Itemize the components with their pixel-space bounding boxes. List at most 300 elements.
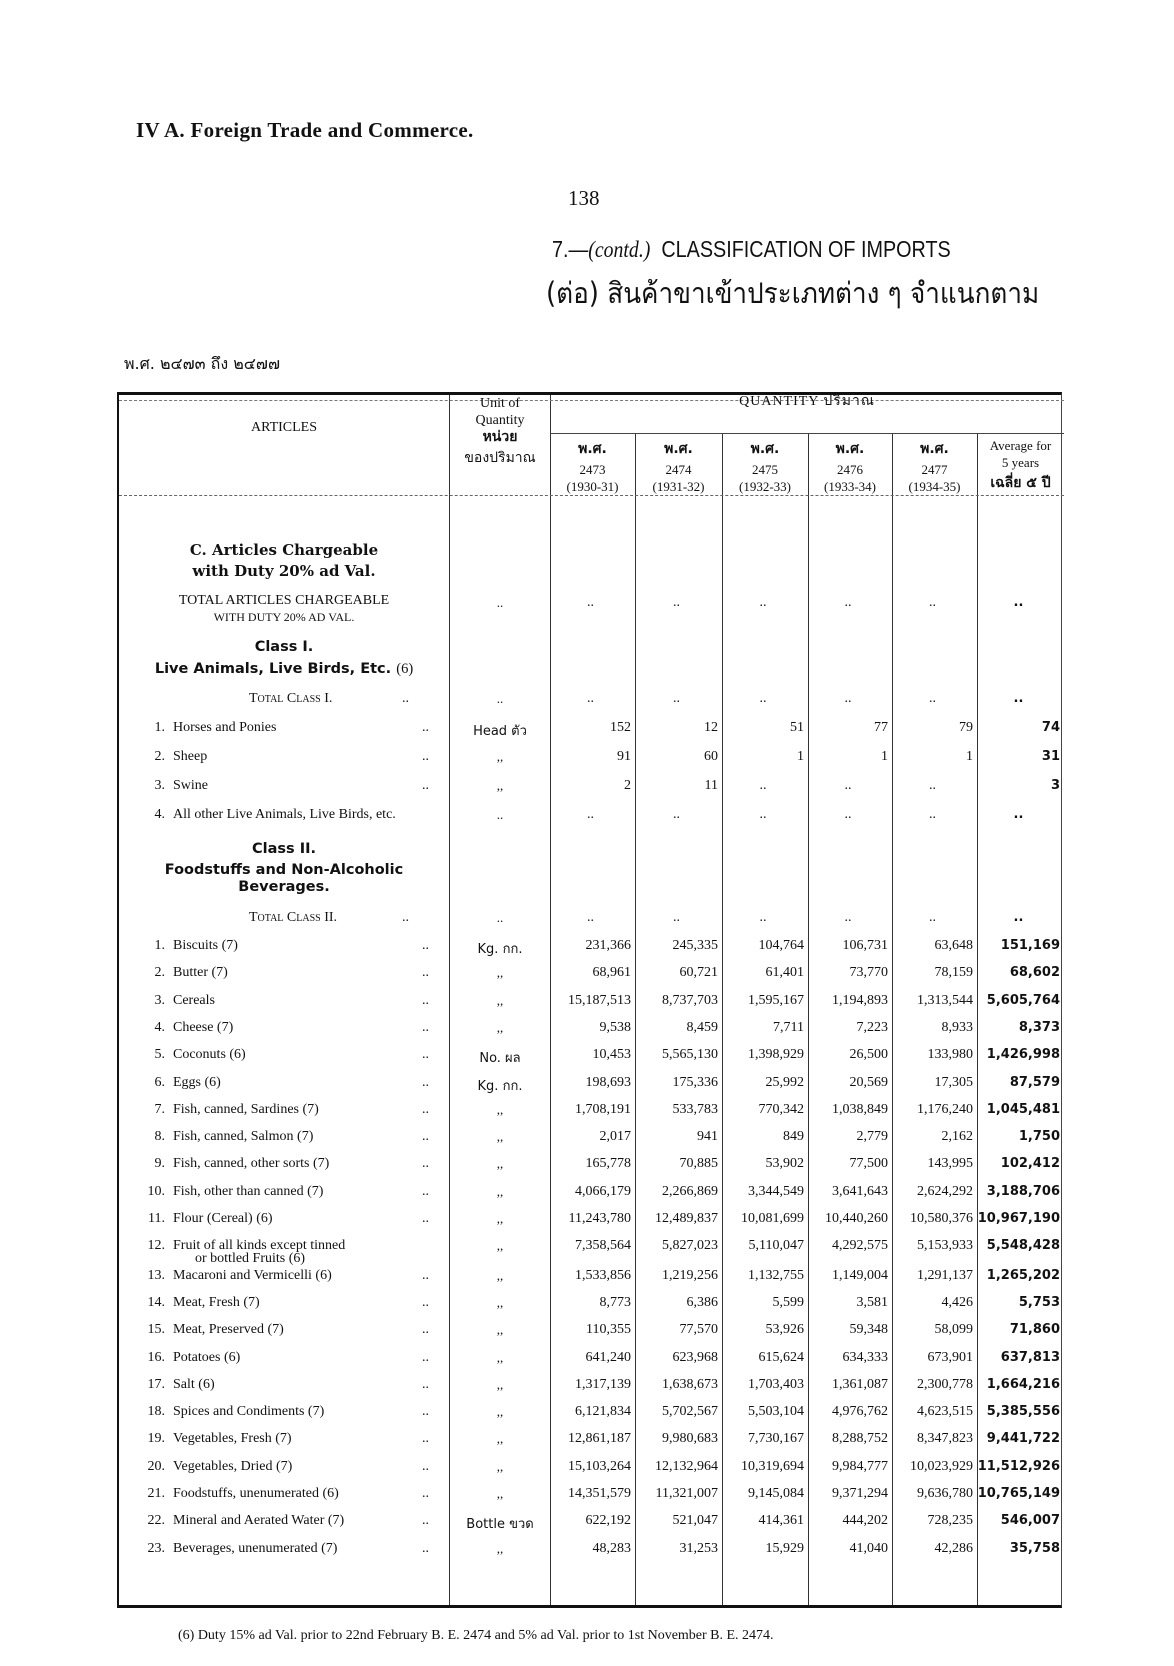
year-value-cell: 152 (610, 720, 631, 735)
class-1-total-label: Total Class I. (249, 691, 333, 706)
year-value-cell: 7,711 (773, 1019, 804, 1035)
year-value-cell: 1,595,167 (748, 992, 804, 1008)
year-ce: (1932-33) (739, 479, 791, 494)
average-cell: 31 (1041, 749, 1060, 764)
article-name (139, 1268, 444, 1284)
year-value-cell: 2,162 (941, 1129, 973, 1145)
class-2-label: Class II. (251, 841, 316, 857)
table-title-en (552, 236, 951, 263)
article-name (139, 807, 444, 823)
year-be: 2477 (921, 462, 948, 477)
article-number: 7. (154, 1101, 165, 1117)
year-value-cell: 9,371,294 (832, 1486, 888, 1501)
class-2-name-1: Foodstuffs and Non-Alcoholic (164, 862, 404, 878)
year-value-cell: 2 (624, 778, 631, 793)
average-cell: 5,753 (1018, 1294, 1060, 1310)
unit-cell: .. (496, 691, 504, 706)
unit-cell: ,, (496, 1211, 504, 1226)
year-value-cell: 51 (790, 720, 804, 735)
article-label: Swine (173, 778, 208, 793)
year-value-cell: .. (844, 595, 852, 610)
year-value-cell: 533,783 (672, 1101, 718, 1117)
year-value-cell: 8,737,703 (662, 992, 718, 1008)
year-value-cell: 10,081,699 (741, 1211, 804, 1226)
article-number: 22. (147, 1513, 165, 1529)
avg-line2: 5 years (1001, 455, 1040, 470)
article-label: Fish, other than canned (7) (173, 1183, 324, 1199)
year-value-cell: 70,885 (679, 1156, 718, 1172)
year-value-cell: 48,283 (592, 1540, 631, 1556)
article-number: 3. (154, 992, 165, 1008)
article-label: Vegetables, Fresh (7) (173, 1431, 292, 1447)
year-be: 2475 (752, 462, 778, 477)
unit-cell: .. (496, 910, 504, 925)
year-value-cell: .. (587, 595, 594, 610)
year-value-cell: 175,336 (672, 1074, 718, 1090)
year-value-cell: 6,386 (686, 1294, 718, 1310)
year-value-cell: 623,968 (672, 1349, 718, 1365)
year-value-cell: 231,366 (585, 938, 631, 953)
article-label: Fish, canned, other sorts (7) (173, 1156, 330, 1172)
year-value-cell: 673,901 (927, 1349, 973, 1365)
table-row (119, 1075, 1064, 1095)
year-value-cell: 5,503,104 (748, 1404, 804, 1420)
article-name (139, 1513, 444, 1529)
year-value-cell: .. (844, 807, 852, 822)
article-label: Horses and Ponies (173, 720, 277, 735)
leader-dots: .. (422, 1294, 429, 1310)
header-year-2477 (892, 441, 977, 495)
year-value-cell: 15,929 (765, 1540, 804, 1556)
article-name (139, 993, 444, 1009)
leader-dots: .. (422, 1431, 429, 1447)
year-value-cell: .. (673, 910, 680, 925)
year-value-cell: 7,223 (856, 1019, 888, 1035)
year-value-cell: 8,933 (941, 1019, 973, 1035)
article-number: 9. (154, 1156, 165, 1172)
article-label: Meat, Fresh (7) (173, 1294, 260, 1310)
year-value-cell: 1,176,240 (917, 1101, 973, 1117)
year-value-cell: 78,159 (934, 965, 973, 981)
year-value-cell: 25,992 (765, 1074, 804, 1090)
table-row (119, 1020, 1064, 1040)
average-cell: 35,758 (1009, 1540, 1060, 1556)
unit-cell: ,, (496, 1101, 504, 1117)
year-value-cell: 1,132,755 (748, 1267, 804, 1283)
table-row (119, 1541, 1064, 1561)
leader-dots: .. (422, 1156, 429, 1172)
table-row (119, 807, 1064, 827)
unit-cell: Kg. กก. (477, 1078, 523, 1094)
unit-cell: ,, (496, 1458, 504, 1474)
year-value-cell: 5,153,933 (917, 1238, 973, 1254)
year-value-cell: 12 (704, 720, 718, 735)
header-quantity (550, 393, 1064, 410)
average-cell: 74 (1041, 720, 1060, 735)
unit-cell: Kg. กก. (477, 942, 523, 957)
unit-cell: ,, (496, 1019, 504, 1035)
year-ce: (1934-35) (908, 479, 961, 494)
average-cell: 3 (1050, 778, 1060, 793)
leader-dots: .. (422, 1267, 429, 1283)
article-name (139, 1541, 444, 1557)
year-value-cell: .. (844, 910, 852, 925)
article-number: 4. (154, 807, 165, 822)
header-unit-line1: Unit of (479, 396, 521, 411)
year-value-cell: 77 (874, 720, 888, 735)
average-cell: 10,967,190 (977, 1211, 1060, 1226)
year-value-cell: 10,023,929 (910, 1458, 973, 1474)
year-value-cell: 198,693 (585, 1074, 631, 1090)
average-cell: .. (1013, 691, 1024, 706)
article-number: 16. (147, 1349, 165, 1365)
year-value-cell: 12,489,837 (655, 1211, 718, 1226)
average-cell: 5,548,428 (986, 1238, 1060, 1254)
year-era: พ.ศ. (750, 441, 780, 457)
leader-dots: .. (422, 1376, 429, 1392)
year-value-cell: 133,980 (927, 1047, 973, 1063)
year-value-cell: 6,121,834 (575, 1404, 631, 1420)
section-c-title-2: with Duty 20% ad Val. (192, 562, 376, 580)
year-value-cell: .. (844, 778, 852, 793)
header-year-2474 (635, 441, 722, 495)
year-value-cell: .. (673, 691, 680, 706)
unit-cell: ,, (496, 1129, 504, 1145)
year-value-cell: .. (844, 691, 852, 706)
article-name (139, 1047, 444, 1063)
leader-dots: .. (402, 910, 409, 925)
year-value-cell: 11,321,007 (655, 1486, 718, 1501)
year-value-cell: 622,192 (585, 1513, 631, 1529)
article-name (139, 1238, 444, 1267)
table-row (119, 1459, 1064, 1479)
average-cell: 151,169 (1000, 938, 1060, 953)
average-cell: .. (1013, 807, 1024, 822)
year-value-cell: 1,038,849 (832, 1101, 888, 1117)
unit-cell: Bottle ขวด (466, 1517, 534, 1533)
year-value-cell: 12,132,964 (655, 1458, 718, 1474)
period-th: พ.ศ. ๒๔๗๓ ถึง ๒๔๗๗ (124, 354, 280, 373)
year-value-cell: 9,980,683 (662, 1431, 718, 1447)
article-name (139, 1102, 444, 1118)
unit-cell: ,, (496, 1431, 504, 1447)
article-number: 2. (154, 965, 165, 981)
year-value-cell: 5,599 (772, 1294, 804, 1310)
unit-cell: No. ผล (479, 1051, 521, 1067)
year-value-cell: 8,773 (599, 1294, 631, 1310)
article-label: Flour (Cereal) (6) (173, 1211, 273, 1226)
unit-cell: ,, (496, 1267, 504, 1283)
average-cell: 5,605,764 (986, 992, 1060, 1008)
year-value-cell: 53,926 (765, 1322, 804, 1338)
unit-cell: ,, (496, 1156, 504, 1172)
unit-cell: ,, (496, 1322, 504, 1338)
table-row (119, 720, 1064, 740)
article-number: 4. (154, 1019, 165, 1035)
section-heading: IV A. Foreign Trade and Commerce. (136, 118, 474, 142)
article-number: 11. (148, 1211, 165, 1226)
year-value-cell: .. (759, 778, 767, 793)
table-row (119, 1238, 1064, 1267)
average-cell: .. (1013, 910, 1024, 925)
year-era: พ.ศ. (664, 441, 693, 457)
article-number: 12. (147, 1238, 165, 1254)
table-row (119, 749, 1064, 769)
page-number: 138 (568, 186, 600, 210)
year-value-cell: 77,570 (679, 1322, 718, 1338)
avg-th: เฉลี่ย ๕ ปี (990, 475, 1051, 491)
year-value-cell: 106,731 (842, 938, 888, 953)
class-2-total-row (119, 910, 1064, 930)
leader-dots: .. (422, 1019, 429, 1035)
year-value-cell: 8,459 (686, 1019, 718, 1035)
year-value-cell: 165,778 (585, 1156, 631, 1172)
leader-dots: .. (422, 1074, 429, 1090)
year-value-cell: 9,145,084 (748, 1486, 804, 1501)
year-value-cell: 245,335 (672, 938, 718, 953)
unit-cell: ,, (496, 1376, 504, 1392)
article-number: 23. (147, 1540, 165, 1556)
year-value-cell: 1,317,139 (575, 1376, 631, 1392)
article-number: 2. (154, 749, 165, 764)
year-value-cell: 10,440,260 (825, 1211, 888, 1226)
year-value-cell: 26,500 (849, 1047, 888, 1063)
header-average (977, 437, 1064, 492)
year-value-cell: 42,286 (934, 1540, 973, 1556)
class-2-name-2: Beverages. (238, 879, 330, 895)
table-row (119, 1404, 1064, 1424)
unit-cell: ,, (496, 992, 504, 1008)
average-cell: 68,602 (1009, 965, 1060, 981)
footnote: (6) Duty 15% ad Val. prior to 22nd February B. E. 2474 and 5% ad Val. prior to 1st November B. E. 2474. (178, 1628, 774, 1643)
table-title-th: (ต่อ) สินค้าขาเข้าประเภทต่าง ๆ จำแนกตาม (546, 276, 1040, 310)
year-value-cell: 4,426 (941, 1294, 973, 1310)
article-label: Vegetables, Dried (7) (173, 1458, 293, 1474)
year-value-cell: 20,569 (849, 1074, 888, 1090)
year-value-cell: .. (759, 691, 767, 706)
article-label: Foodstuffs, unenumerated (6) (173, 1486, 339, 1501)
unit-cell: ,, (496, 749, 504, 764)
average-cell: 637,813 (1000, 1349, 1060, 1365)
article-number: 15. (147, 1322, 165, 1338)
year-value-cell: 68,961 (592, 965, 631, 981)
year-value-cell: 5,565,130 (662, 1047, 718, 1063)
table-row (119, 938, 1064, 958)
year-value-cell: 7,730,167 (748, 1431, 804, 1447)
table-row (119, 993, 1064, 1013)
section-c-total-1: TOTAL ARTICLES CHARGEABLE (178, 593, 390, 608)
year-value-cell: 53,902 (765, 1156, 804, 1172)
year-value-cell: 1 (797, 749, 804, 764)
imports-table (117, 392, 1062, 1608)
year-value-cell: 77,500 (849, 1156, 888, 1172)
table-row (119, 1156, 1064, 1176)
table-row (119, 778, 1064, 798)
article-label: Mineral and Aerated Water (7) (173, 1513, 345, 1529)
year-value-cell: .. (929, 691, 936, 706)
article-label: Sheep (173, 749, 208, 764)
year-value-cell: .. (929, 595, 936, 610)
average-cell: 10,765,149 (977, 1486, 1060, 1501)
unit-cell: ,, (496, 1183, 504, 1199)
table-row (119, 1513, 1064, 1533)
article-label: Butter (7) (173, 965, 228, 981)
year-value-cell: 2,300,778 (917, 1376, 973, 1392)
article-name (139, 720, 444, 736)
article-number: 8. (154, 1129, 165, 1145)
article-label: Beverages, unenumerated (7) (173, 1540, 338, 1556)
year-value-cell: 1,703,403 (748, 1376, 804, 1392)
unit-cell: .. (496, 807, 504, 822)
year-value-cell: 1,361,087 (832, 1376, 888, 1392)
year-value-cell: 104,764 (758, 938, 804, 953)
year-value-cell: 60,721 (679, 965, 718, 981)
leader-dots: .. (422, 1183, 429, 1199)
article-number: 6. (154, 1074, 165, 1090)
leader-dots: .. (422, 1129, 429, 1145)
class-2-total-label: Total Class II. (249, 910, 338, 925)
year-value-cell: 5,702,567 (662, 1404, 718, 1420)
average-cell: 102,412 (1000, 1156, 1060, 1172)
article-number: 19. (147, 1431, 165, 1447)
article-name (139, 778, 444, 794)
section-c-total-row (119, 595, 1064, 615)
year-value-cell: 15,103,264 (568, 1458, 631, 1474)
year-value-cell: 59,348 (849, 1322, 888, 1338)
year-value-cell: 61,401 (765, 965, 804, 981)
average-cell: 1,664,216 (986, 1376, 1060, 1392)
year-value-cell: 414,361 (758, 1513, 804, 1529)
leader-dots: .. (422, 1404, 429, 1420)
article-name (139, 1184, 444, 1200)
average-cell: 71,860 (1009, 1322, 1060, 1338)
year-value-cell: 10,580,376 (910, 1211, 973, 1226)
unit-cell: ,, (496, 1486, 504, 1501)
article-name (139, 1129, 444, 1145)
article-label: Fish, canned, Sardines (7) (173, 1101, 319, 1117)
year-value-cell: 4,292,575 (832, 1238, 888, 1254)
average-cell: 1,265,202 (986, 1267, 1060, 1283)
year-value-cell: 9,538 (599, 1019, 631, 1035)
year-value-cell: 9,984,777 (832, 1458, 888, 1474)
year-value-cell: .. (587, 807, 594, 822)
table-row (119, 1047, 1064, 1067)
article-label: Fruit of all kinds except tinned (173, 1238, 346, 1254)
article-number: 21. (147, 1486, 165, 1501)
class-1-total-row (119, 691, 1064, 711)
article-number: 1. (154, 720, 165, 735)
table-row (119, 1129, 1064, 1149)
year-be: 2474 (665, 462, 692, 477)
year-ce: (1933-34) (824, 479, 876, 494)
average-cell: 8,373 (1018, 1019, 1060, 1035)
article-name (139, 1486, 444, 1502)
article-label: Cereals (173, 992, 215, 1008)
year-value-cell: 941 (697, 1129, 718, 1145)
article-name (139, 1431, 444, 1447)
table-row (119, 1350, 1064, 1370)
article-number: 10. (147, 1183, 165, 1199)
year-value-cell: 1,219,256 (662, 1267, 718, 1283)
section-c-title-1: C. Articles Chargeable (189, 541, 379, 559)
year-value-cell: .. (759, 807, 767, 822)
year-value-cell: 143,995 (927, 1156, 973, 1172)
table-row (119, 1377, 1064, 1397)
article-label: Biscuits (7) (173, 938, 238, 953)
article-label: Salt (6) (173, 1376, 215, 1392)
table-row (119, 1102, 1064, 1122)
year-value-cell: 1,291,137 (917, 1267, 973, 1283)
leader-dots: .. (422, 1458, 429, 1474)
year-value-cell: 1,533,856 (575, 1267, 631, 1283)
year-value-cell: .. (587, 910, 594, 925)
article-label: Fish, canned, Salmon (7) (173, 1129, 314, 1145)
table-row (119, 1295, 1064, 1315)
title-text: CLASSIFICATION OF IMPORTS (661, 236, 951, 262)
header-year-2476 (808, 441, 892, 495)
year-value-cell: 110,355 (586, 1322, 631, 1338)
year-value-cell: .. (929, 807, 936, 822)
class-1-note: (6) (396, 661, 414, 677)
article-number: 3. (154, 778, 165, 793)
unit-cell: ,, (496, 778, 504, 793)
leader-dots: .. (422, 992, 429, 1008)
article-number: 20. (147, 1458, 165, 1474)
header-year-2475 (722, 441, 808, 495)
leader-dots: .. (422, 1047, 429, 1063)
leader-dots: .. (422, 1101, 429, 1117)
leader-dots: .. (422, 720, 429, 735)
year-value-cell: 1 (881, 749, 888, 764)
header-quantity-label: QUANTITY ปริมาณ (739, 394, 875, 409)
unit-cell: ,, (496, 965, 504, 981)
year-value-cell: 770,342 (758, 1101, 804, 1117)
average-cell: .. (1013, 595, 1024, 610)
article-label: Cheese (7) (173, 1019, 234, 1035)
leader-dots: .. (422, 1322, 429, 1338)
year-value-cell: .. (759, 910, 767, 925)
year-value-cell: 31,253 (679, 1540, 718, 1556)
article-name (139, 938, 444, 954)
leader-dots: .. (422, 938, 429, 953)
year-be: 2473 (579, 462, 606, 477)
header-bottom-rule (119, 495, 1064, 496)
unit-cell: ,, (496, 1540, 504, 1556)
year-value-cell: 79 (959, 720, 973, 735)
article-name (139, 965, 444, 981)
leader-dots: .. (422, 965, 429, 981)
article-name (139, 1020, 444, 1036)
article-label: Macaroni and Vermicelli (6) (173, 1267, 332, 1283)
article-number: 1. (154, 938, 165, 953)
average-cell: 9,441,722 (986, 1431, 1060, 1447)
year-value-cell: 1 (966, 749, 973, 764)
header-unit-line2: Quantity (475, 413, 525, 428)
year-value-cell: 3,641,643 (832, 1183, 888, 1199)
header-unit-th1: หน่วย (482, 429, 518, 445)
year-value-cell: 11 (704, 778, 718, 793)
year-value-cell: 9,636,780 (917, 1486, 973, 1501)
article-number: 17. (147, 1376, 165, 1392)
leader-dots: .. (422, 749, 429, 764)
year-value-cell: 849 (783, 1129, 804, 1145)
title-contd: (contd.) (588, 237, 651, 262)
article-label: All other Live Animals, Live Birds, etc. (173, 807, 396, 822)
average-cell: 3,188,706 (986, 1183, 1060, 1199)
year-value-cell: .. (759, 595, 767, 610)
year-value-cell: 8,288,752 (832, 1431, 888, 1447)
year-value-cell: 641,240 (585, 1349, 631, 1365)
